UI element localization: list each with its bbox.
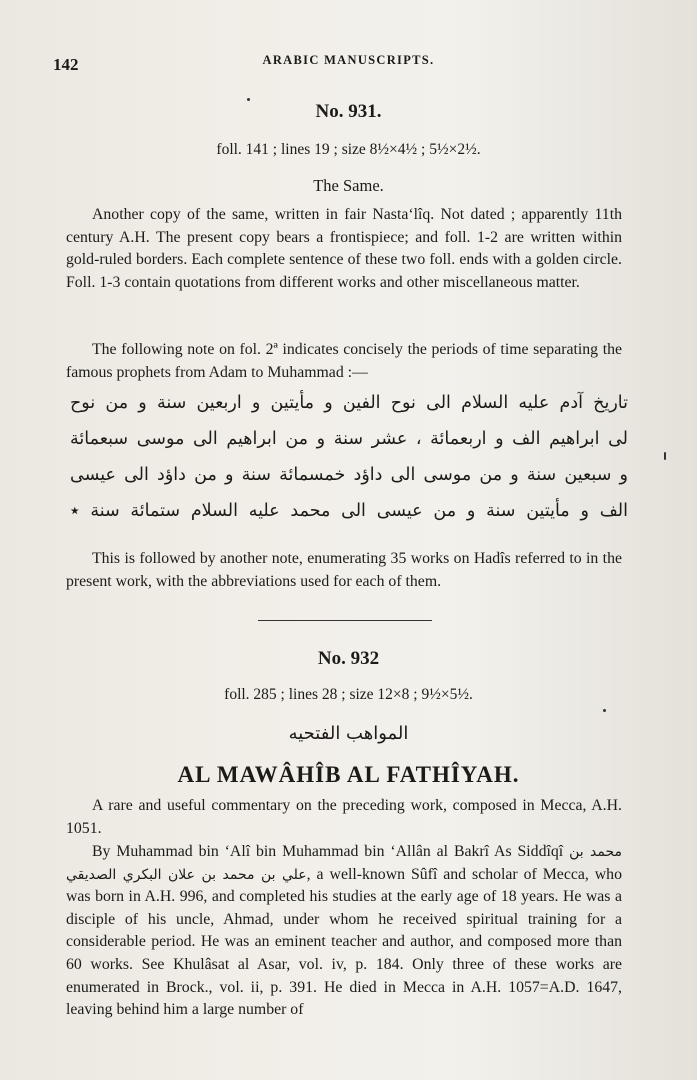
entry-931-followup-note: This is followed by another note, enumerating 35 works on Hadîs referred to in the present work, with the abbreviations used for each of them. (66, 550, 622, 590)
entry-932-title: AL MAWÂHÎB AL FATHÎYAH. (177, 762, 520, 787)
entry-931-title: The Same. (313, 176, 384, 195)
entry-932-arabic-title: المواهب الفتحیه (288, 723, 409, 744)
ink-speck (603, 709, 606, 712)
running-head: ARABIC MANUSCRIPTS. (262, 53, 435, 67)
arabic-line-1: تاریخ آدم علیه السلام الی نوح الفین و مأیتین و اربعین سنة و من نوح (70, 393, 628, 413)
page-number: 142 (53, 55, 79, 74)
entry-932-summary: A rare and useful commentary on the preceding work, composed in Mecca, A.H. 1051. (66, 797, 622, 837)
arabic-line-4: الف و مأیتین سنة و من عیسی الی محمد علیه السلام ستمائة سنة ٭ (70, 501, 628, 521)
entry-931-number: No. 931. (315, 101, 382, 122)
ink-speck (247, 98, 250, 101)
author-name-arabic: محمد بن علي بن محمد بن علان البكري الصديقي (66, 844, 623, 883)
entry-932-biography (66, 841, 622, 1022)
biography-part-1: By Muhammad bin ‘Alî bin Muhammad bin ‘Allân al Bakrî As Siddîqî (92, 843, 564, 860)
section-divider (258, 620, 432, 621)
entry-931-folio-line: foll. 141 ; lines 19 ; size 8½×4½ ; 5½×2½. (216, 141, 481, 158)
biography-part-2: , a well-known Sûfî and scholar of Mecca, who was born in A.H. 996, and completed his studies at the early age of 18 years. He was a disciple of his uncle, Ahmad, under whom he received spiritual training for a considerable period. He was an eminent teacher and author, and composed more than 60 works. See Khulâsat al Asar, vol. iv, p. 184. Only three of these works are enumerated in Brock., vol. ii, p. 391. He died in Mecca in A.H. 1057=A.D. 1647, leaving behind him a large number of (66, 865, 622, 1019)
entry-931-arabic-note (70, 390, 628, 524)
arabic-line-2: لی ابراهیم الف و اربعمائة ، عشر سنة و من ابراهیم الی موسی سبعمائة (70, 429, 628, 449)
arabic-line-3: و سبعین سنة و من موسی الی داؤد خمسمائة سنة و من داؤد الی عیسی (70, 465, 628, 485)
entry-932-number: No. 932 (317, 648, 380, 669)
ink-speck (664, 452, 666, 460)
entry-931-description: Another copy of the same, written in fair Nasta‘lîq. Not dated ; apparently 11th century A.H. The present copy bears a frontispiece; and foll. 1-2 are written within gold-ruled borders. Each complete sentence of these two foll. ends with a golden circle. Foll. 1-3 contain quotations from different works and other miscellaneous matter. (66, 206, 622, 291)
entry-932-folio-line: foll. 285 ; lines 28 ; size 12×8 ; 9½×5½. (224, 686, 473, 703)
entry-931-note-intro: The following note on fol. 2ª indicates concisely the periods of time separating the famous prophets from Adam to Muhammad :— (66, 341, 622, 381)
